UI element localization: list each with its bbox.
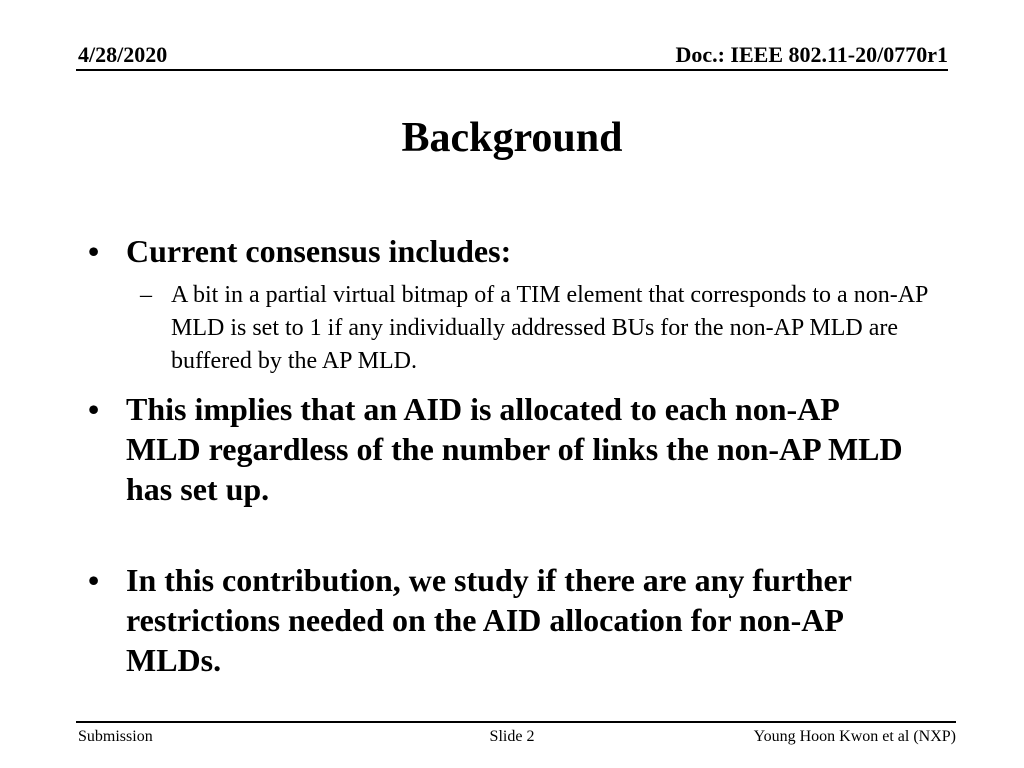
header-divider (76, 69, 948, 71)
header-doc-id: Doc.: IEEE 802.11-20/0770r1 (675, 42, 948, 67)
sub-bullet-marker-1: – (140, 282, 152, 308)
bullet-marker-1: • (88, 233, 100, 269)
header-date: 4/28/2020 (78, 42, 168, 67)
bullet-marker-2: • (88, 391, 100, 427)
bullet-2-text: This implies that an AID is allocated to each non-AP MLD regardless of the number of links the non-AP MLD has set up. (126, 391, 903, 507)
sub-bullet-1-text: A bit in a partial virtual bitmap of a TIM element that corresponds to a non-AP MLD is set to 1 if any individually addressed BUs for the non-AP MLD are buffered by the AP MLD. (171, 282, 928, 374)
bullet-1-text: Current consensus includes: (126, 233, 512, 269)
slide-title: Background (401, 115, 623, 161)
bullet-3-text: In this contribution, we study if there are any further restrictions needed on the AID allocation for non-AP MLDs. (126, 562, 852, 678)
footer-slide-number: Slide 2 (489, 728, 535, 745)
bullet-marker-3: • (88, 562, 100, 598)
footer-author: Young Hoon Kwon et al (NXP) (753, 728, 956, 745)
footer-submission: Submission (78, 728, 153, 745)
footer-divider (76, 721, 956, 723)
